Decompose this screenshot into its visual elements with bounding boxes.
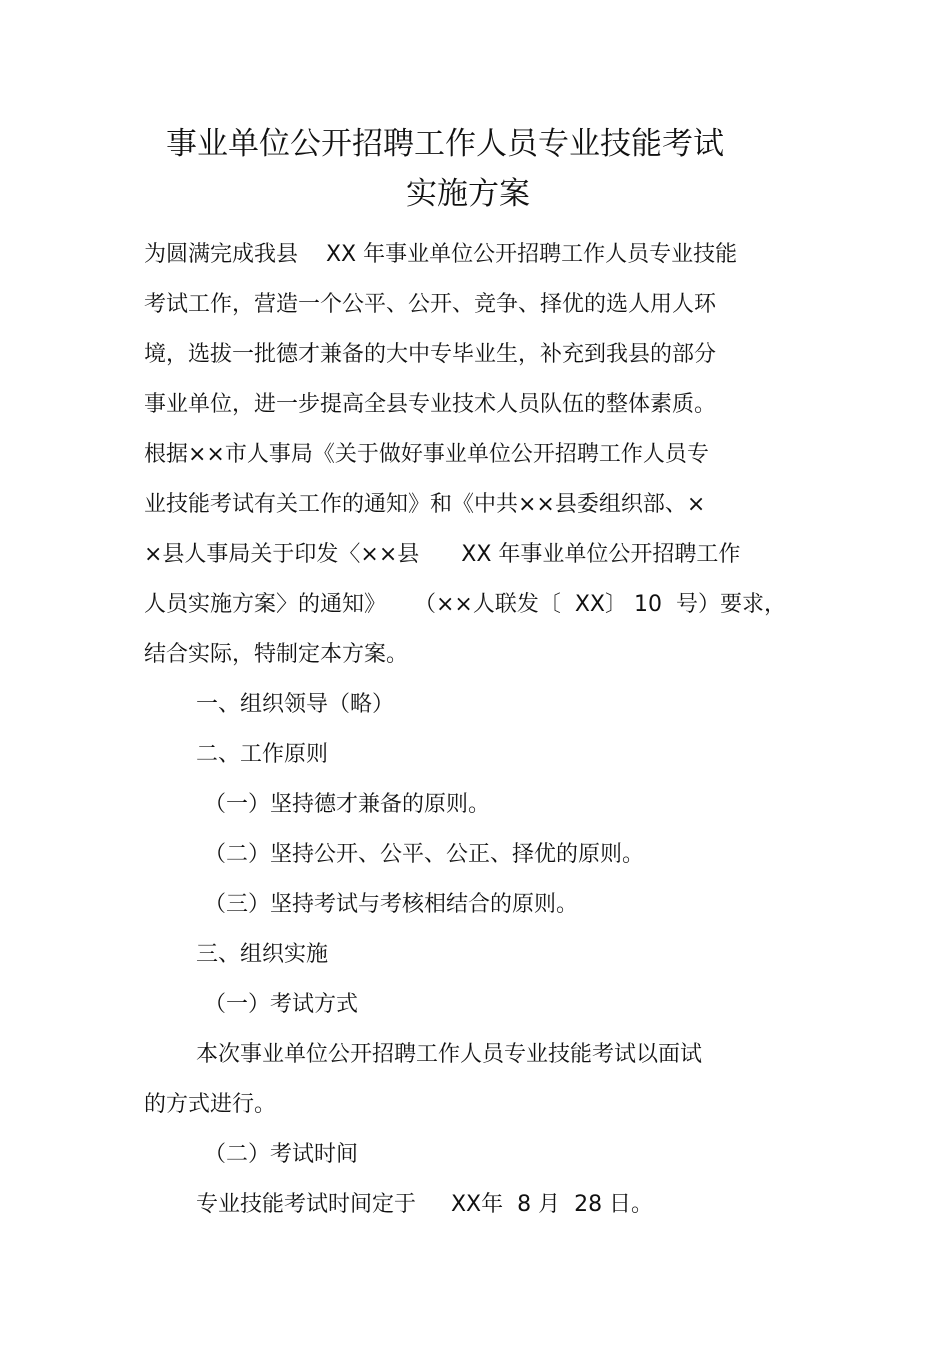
paragraph-line: 专业技能考试时间定于 XX年 8 月 28 日。 [196, 1192, 654, 1217]
paragraph-line: 结合实际，特制定本方案。 [144, 642, 409, 667]
paragraph-line: 业技能考试有关工作的通知》和《中共××县委组织部、× [144, 492, 706, 517]
paragraph-line: 根据××市人事局《关于做好事业单位公开招聘工作人员专 [144, 442, 709, 467]
paragraph-line: 事业单位，进一步提高全县专业技术人员队伍的整体素质。 [144, 392, 717, 417]
paragraph-line: 考试工作，营造一个公平、公开、竞争、择优的选人用人环 [144, 292, 717, 317]
paragraph-line: 人员实施方案〉的通知》 （××人联发〔 XX〕 10 号）要求， [144, 592, 786, 617]
subsection-heading-2: （二）考试时间 [204, 1142, 359, 1167]
paragraph-line: 为圆满完成我县 XX 年事业单位公开招聘工作人员专业技能 [144, 242, 738, 267]
document-title-line-2: 实施方案 [406, 176, 530, 212]
principle-item-1: （一）坚持德才兼备的原则。 [204, 792, 491, 817]
paragraph-line: 境，选拔一批德才兼备的大中专毕业生，补充到我县的部分 [144, 342, 717, 367]
paragraph-line: 的方式进行。 [144, 1092, 277, 1117]
paragraph-line: 本次事业单位公开招聘工作人员专业技能考试以面试 [196, 1042, 703, 1067]
section-heading-3: 三、组织实施 [196, 942, 329, 967]
principle-item-3: （三）坚持考试与考核相结合的原则。 [204, 892, 579, 917]
document-title-line-1: 事业单位公开招聘工作人员专业技能考试 [166, 126, 724, 162]
section-heading-1: 一、组织领导（略） [196, 692, 395, 717]
principle-item-2: （二）坚持公开、公平、公正、择优的原则。 [204, 842, 645, 867]
subsection-heading-1: （一）考试方式 [204, 992, 359, 1017]
section-heading-2: 二、工作原则 [196, 742, 329, 767]
paragraph-line: ×县人事局关于印发〈××县 XX 年事业单位公开招聘工作 [144, 542, 741, 567]
